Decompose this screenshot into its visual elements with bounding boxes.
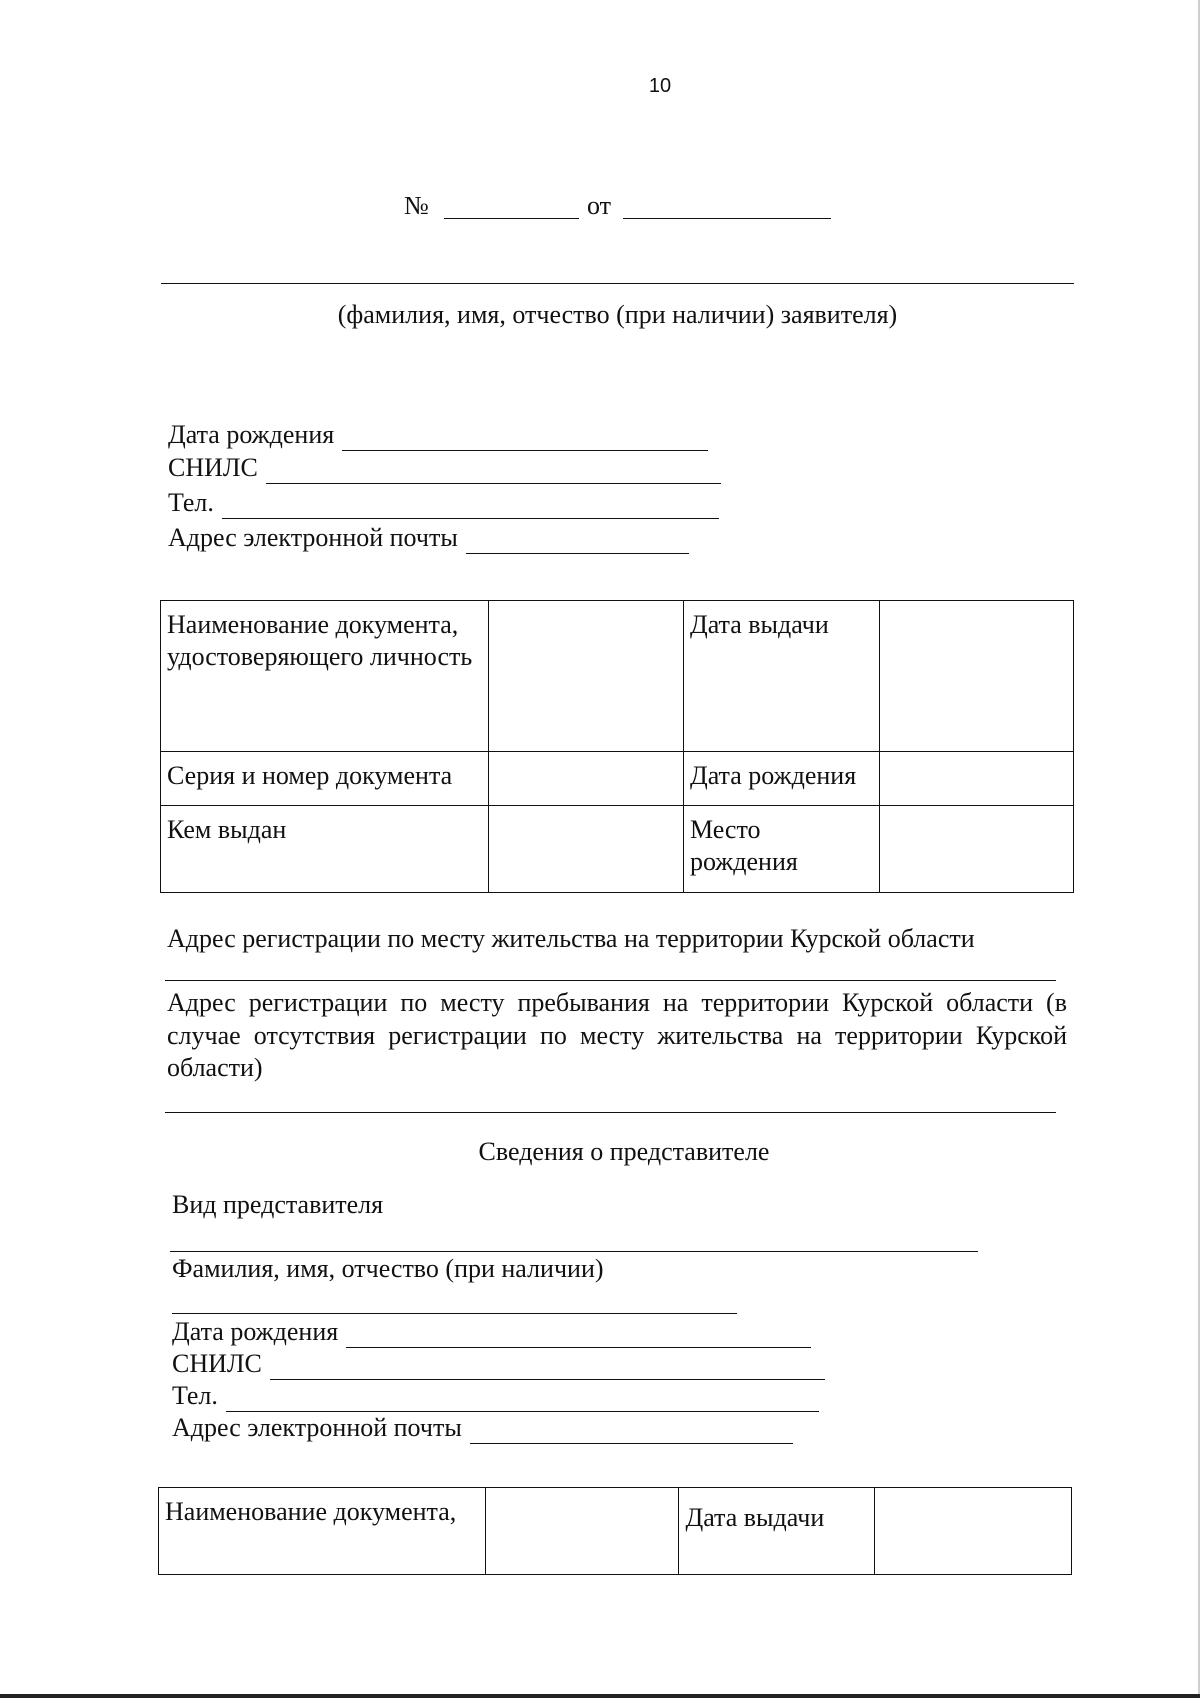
table-row (161, 752, 1074, 806)
representative-email-field[interactable] (470, 1417, 793, 1444)
representative-snils-label: СНИЛС (172, 1349, 262, 1378)
page-number: 10 (648, 75, 672, 97)
representative-email-row (172, 1412, 793, 1444)
stay-address-label: Адрес регистрации по месту пребывания на территории Курской области (в случае отсутствия регистрации по месту жительства на территории Курской области) (167, 988, 1067, 1082)
representative-snils-row (172, 1348, 825, 1380)
table-row (161, 601, 1074, 752)
representative-kind-field[interactable] (170, 1251, 978, 1252)
representative-name-label: Фамилия, имя, отчество (при наличии) (172, 1254, 604, 1283)
representative-kind-label: Вид представителя (172, 1190, 384, 1219)
applicant-snils-label: СНИЛС (168, 453, 258, 482)
representative-section-title: Сведения о представителе (478, 1137, 770, 1166)
issue-date-value[interactable] (879, 601, 1073, 752)
representative-birth-date-label: Дата рождения (172, 1317, 339, 1346)
applicant-email-field[interactable] (466, 527, 689, 554)
representative-phone-field[interactable] (226, 1385, 819, 1412)
document-name-value[interactable] (488, 601, 683, 752)
table-row (159, 1488, 1072, 1575)
applicant-name-caption: (фамилия, имя, отчество (при наличии) заявителя) (337, 300, 898, 329)
applicant-snils-row (168, 452, 721, 484)
issued-by-value[interactable] (488, 806, 683, 893)
applicant-email-row (168, 522, 689, 554)
rep-issue-date-value[interactable] (875, 1488, 1072, 1575)
issue-date-label: Дата выдачи (683, 601, 879, 752)
representative-email-label: Адрес электронной почты (172, 1413, 462, 1442)
representative-birth-date-row (172, 1316, 811, 1348)
from-label: от (587, 191, 612, 220)
birth-date-label: Дата рождения (683, 752, 879, 806)
birth-date-value[interactable] (879, 752, 1073, 806)
representative-phone-label: Тел. (172, 1381, 218, 1410)
applicant-snils-field[interactable] (266, 457, 721, 484)
birth-place-value[interactable] (879, 806, 1073, 893)
applicant-phone-field[interactable] (222, 492, 719, 519)
stay-address-field[interactable] (165, 1112, 1056, 1113)
applicant-phone-label: Тел. (168, 488, 214, 517)
rep-document-name-label: Наименование документа, (159, 1488, 486, 1575)
date-field[interactable] (623, 218, 831, 219)
applicant-name-field[interactable] (161, 283, 1074, 284)
rep-issue-date-label: Дата выдачи (679, 1488, 875, 1575)
series-number-label: Серия и номер документа (161, 752, 489, 806)
rep-document-name-value[interactable] (485, 1488, 679, 1575)
applicant-phone-row (168, 487, 719, 519)
applicant-email-label: Адрес электронной почты (168, 523, 458, 552)
applicant-document-table (160, 600, 1074, 893)
residence-address-field[interactable] (165, 980, 1056, 981)
representative-birth-date-field[interactable] (346, 1321, 811, 1348)
birth-place-label: Место рождения (683, 806, 879, 893)
number-field[interactable] (444, 218, 579, 219)
series-number-value[interactable] (488, 752, 683, 806)
applicant-birth-date-label: Дата рождения (168, 420, 335, 449)
issued-by-label: Кем выдан (161, 806, 489, 893)
applicant-birth-date-row (168, 419, 708, 451)
representative-name-field[interactable] (172, 1313, 737, 1314)
number-label: № (404, 191, 429, 220)
representative-snils-field[interactable] (270, 1353, 825, 1380)
scan-edge-bottom (0, 1694, 1200, 1698)
table-row (161, 806, 1074, 893)
applicant-birth-date-field[interactable] (342, 424, 708, 451)
residence-address-label: Адрес регистрации по месту жительства на территории Курской области (167, 924, 975, 953)
document-name-label: Наименование документа, удостоверяющего личность (161, 601, 489, 752)
representative-document-table (158, 1487, 1072, 1575)
representative-phone-row (172, 1380, 819, 1412)
